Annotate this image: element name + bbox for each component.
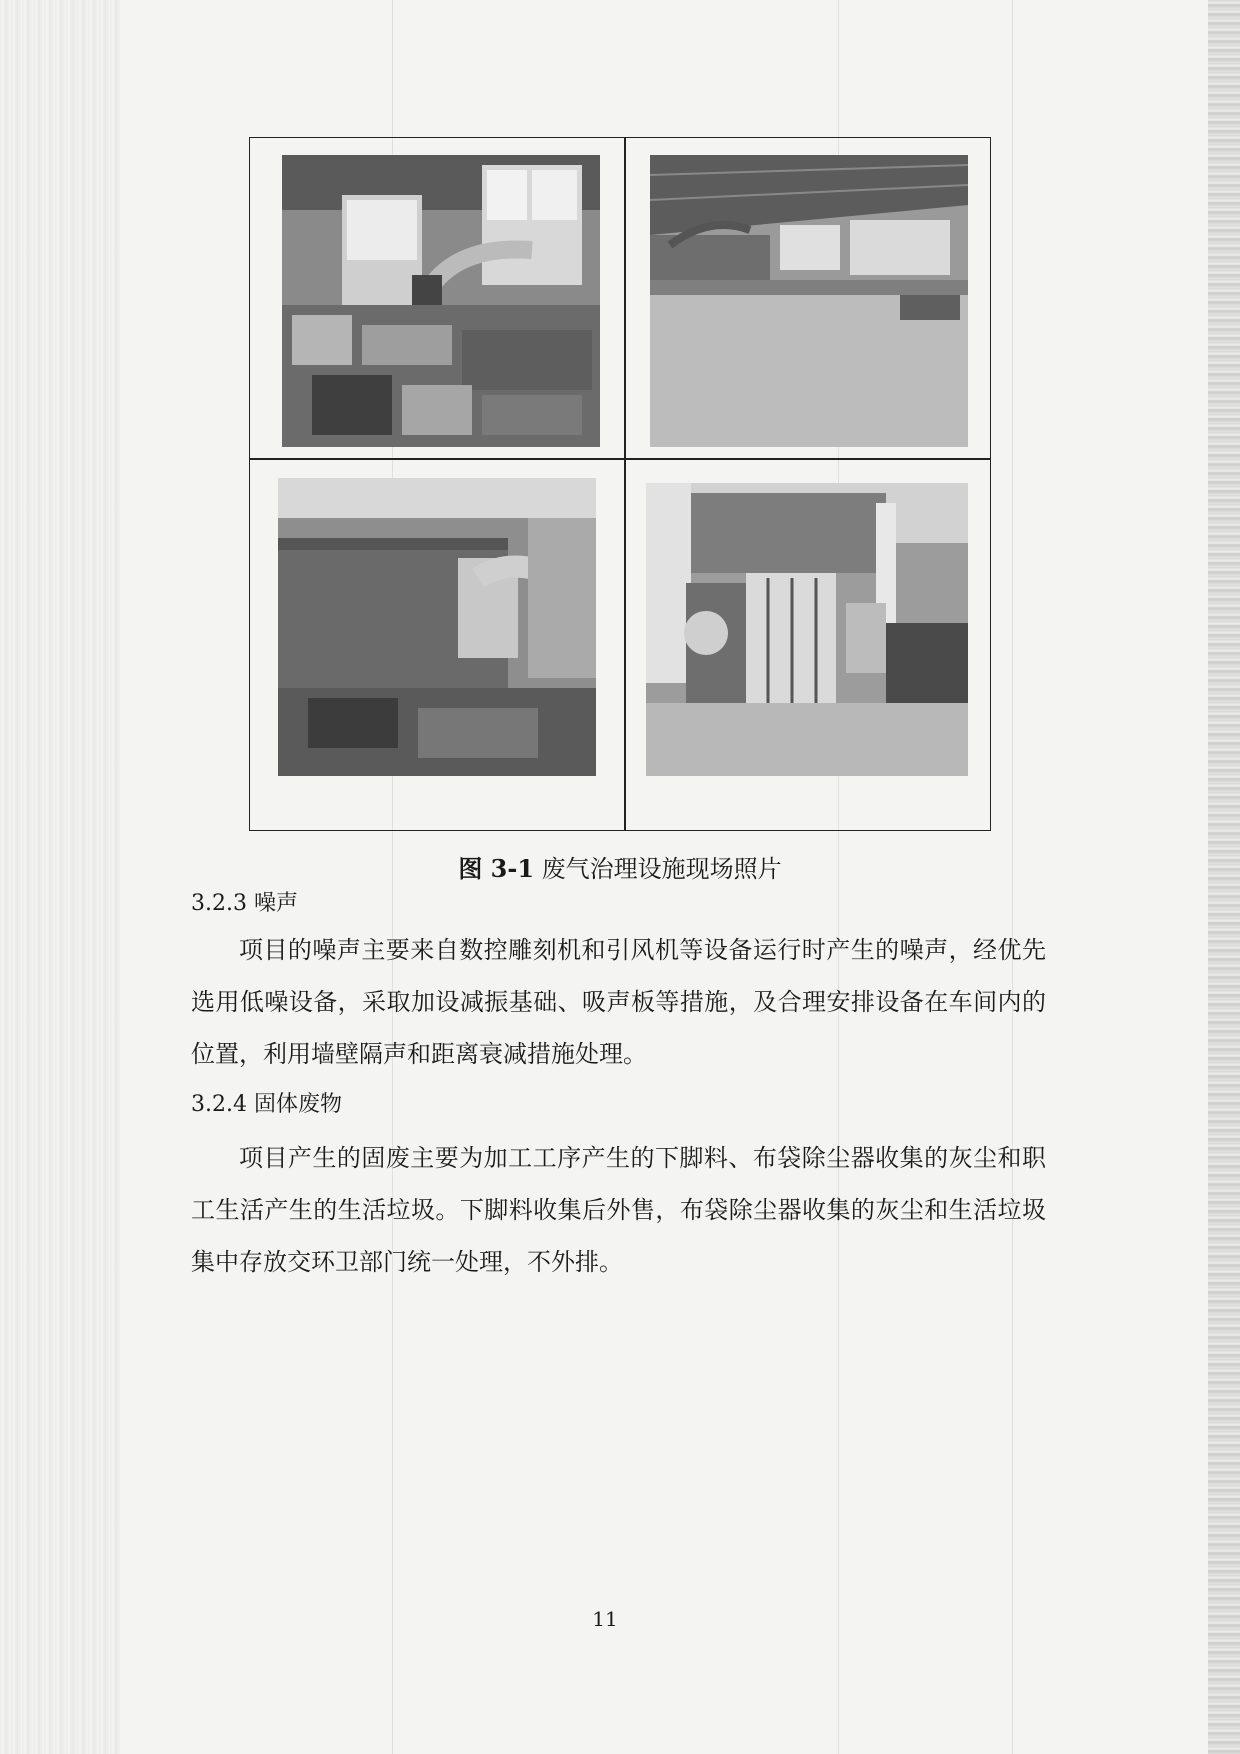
section-heading-noise: 3.2.3 噪声 bbox=[191, 891, 298, 916]
figure-label: 图 3-1 bbox=[458, 854, 535, 883]
grid-divider-vertical bbox=[624, 138, 626, 830]
section-paragraph-noise: 项目的噪声主要来自数控雕刻机和引风机等设备运行时产生的噪声，经优先选用低噪设备，采取加设减振基础、吸声板等措施，及合理安排设备在车间内的位置，利用墙壁隔声和距离衰减措施处理。 bbox=[191, 936, 1046, 1068]
page-number: 11 bbox=[592, 1607, 618, 1631]
workshop-photo-4 bbox=[646, 483, 968, 776]
section-paragraph-solid-waste: 项目产生的固废主要为加工工序产生的下脚料、布袋除尘器收集的灰尘和职工生活产生的生活垃圾。下脚料收集后外售，布袋除尘器收集的灰尘和生活垃圾集中存放交环卫部门统一处理，不外排。 bbox=[191, 1144, 1046, 1276]
workshop-photo-3 bbox=[278, 478, 596, 776]
figure-photo-grid bbox=[249, 137, 991, 831]
figure-caption bbox=[0, 849, 1240, 884]
figure-title: 废气治理设施现场照片 bbox=[541, 855, 782, 883]
workshop-photo-2 bbox=[650, 155, 968, 447]
section-heading-solid-waste: 3.2.4 固体废物 bbox=[191, 1092, 342, 1117]
grid-divider-horizontal bbox=[250, 458, 990, 460]
workshop-photo-1 bbox=[282, 155, 600, 447]
